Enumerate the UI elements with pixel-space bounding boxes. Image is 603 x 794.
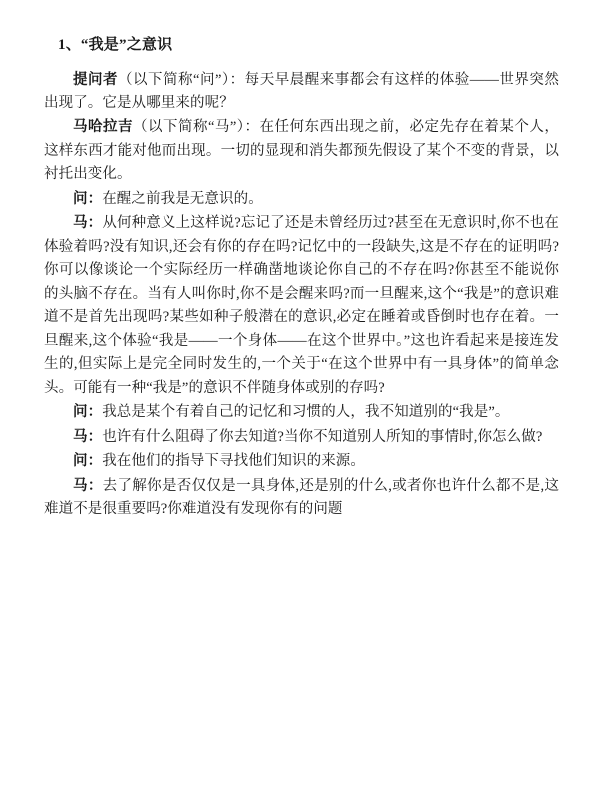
speaker-label: 马： — [73, 215, 103, 232]
speaker-label: 问： — [73, 190, 103, 207]
paragraph — [44, 475, 559, 522]
paragraph-text: 去了解你是否仅仅是一具身体,还是别的什么,或者你也许什么都不是,这难道不是很重要吗?你难道没有发现你有的问题 — [44, 477, 559, 518]
document-body — [44, 69, 559, 522]
paragraph-text: 我总是某个有着自己的记忆和习惯的人，我不知道别的“我是”。 — [102, 404, 510, 421]
paragraph — [44, 69, 559, 116]
paragraph-text: （以下简称“马”）：在任何东西出现之前，必定先存在着某个人，这样东西才能对他而出现。一切的显现和消失都预先假设了某个不变的背景，以衬托出变化。 — [44, 119, 559, 183]
paragraph — [44, 116, 559, 186]
paragraph — [44, 426, 559, 449]
paragraph — [44, 450, 559, 473]
paragraph-text: 在醒之前我是无意识的。 — [102, 190, 263, 207]
speaker-label: 马： — [73, 428, 103, 445]
page-title: 1、“我是”之意识 — [58, 37, 173, 53]
paragraph-text: 我在他们的指导下寻找他们知识的来源。 — [102, 453, 366, 470]
speaker-label: 提问者 — [73, 71, 119, 88]
paragraph-text: 从何种意义上这样说?忘记了还是未曾经历过?甚至在无意识时,你不也在体验着吗?没有知识,还会有你的存在吗?记忆中的一段缺失,这是不存在的证明吗?你可以像谈论一个实际经历一样确凿地谈论你自己的不存在吗?你甚至不能说你的头脑不存在。当有人叫你时,你不是会醒来吗?而一旦醒来,这个“我是”的意识难道不是首先出现吗?某些如种子般潜在的意识,必定在睡着或昏倒时也存在着。一旦醒来,这个体验“我是——一个身体——在这个世界中。”这也许看起来是接连发生的,但实际上是完全同时发生的,一个关于“在这个世界中有一具身体”的简单念头。可能有一种“我是”的意识不伴随身体或别的存吗? — [44, 215, 560, 396]
paragraph-text: 也许有什么阻碍了你去知道?当你不知道别人所知的事情时,你怎么做? — [102, 428, 543, 445]
paragraph — [44, 401, 559, 424]
paragraph — [44, 212, 559, 400]
speaker-label: 问： — [73, 404, 103, 421]
speaker-label: 马： — [73, 477, 103, 494]
speaker-label: 问： — [73, 453, 103, 470]
speaker-label: 马哈拉吉 — [73, 119, 133, 136]
paragraph-text: （以下简称“问”）：每天早晨醒来事都会有这样的体验——世界突然出现了。它是从哪里来的呢？ — [44, 71, 559, 111]
paragraph — [44, 188, 559, 211]
